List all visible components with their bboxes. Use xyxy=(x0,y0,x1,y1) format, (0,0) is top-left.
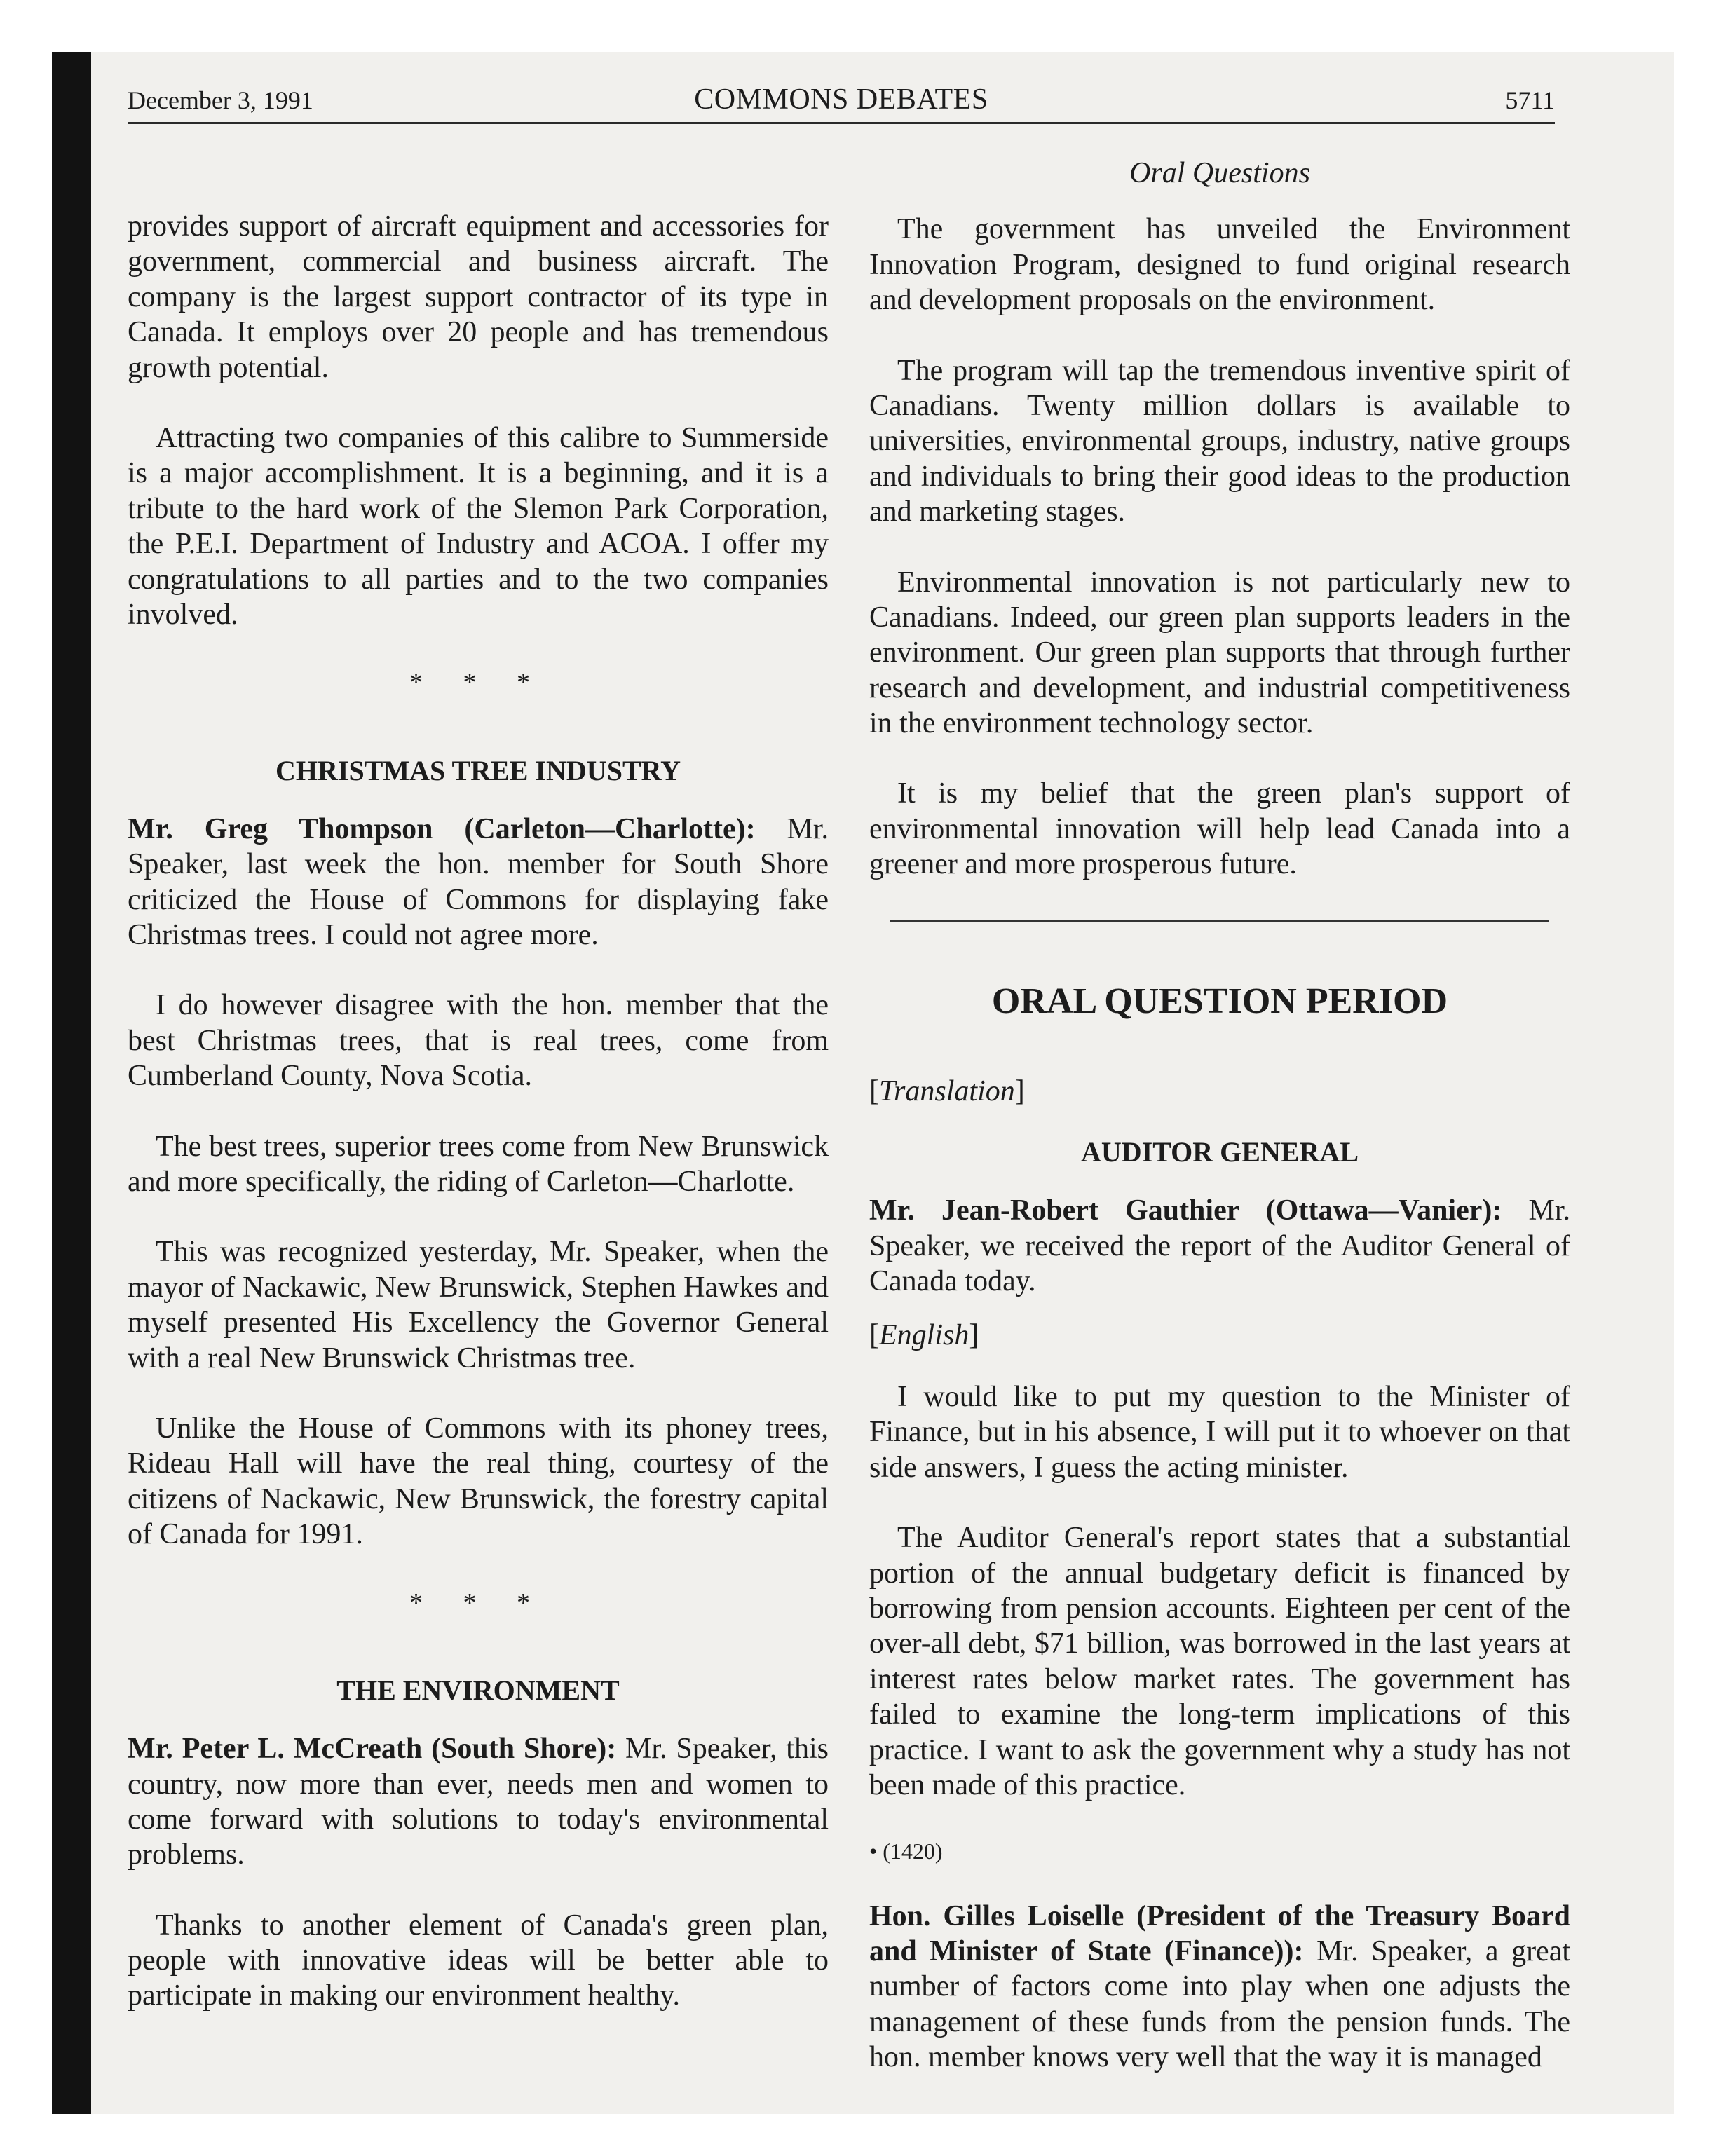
speech-paragraph xyxy=(128,1731,829,1873)
main-section-heading: ORAL QUESTION PERIOD xyxy=(991,981,1448,1021)
section-separator: * * * xyxy=(409,668,547,698)
speech-paragraph xyxy=(869,1193,1570,1299)
paragraph: This was recognized yesterday, Mr. Speaker, when the mayor of Nackawic, New Brunswick, Stephen Hawkes and myself presented His Excellency the Governor General with a real New Brunswick Christmas tree. xyxy=(128,1236,829,1374)
time-stamp: • (1420) xyxy=(869,1838,943,1864)
speaker-name: Mr. Peter L. McCreath (South Shore): xyxy=(128,1733,617,1766)
paragraph: The Auditor General's report states that a substantial portion of the annual budgetary deficit is financed by borrowing from pension accounts. Eighteen per cent of the over-all debt, $71 billion, was borrowed in the last years at interest rates below market rates. The government has failed to examine the long-term implications of this practice. I want to ask the government why a study has not been made of this practice. xyxy=(869,1522,1570,1801)
paragraph: provides support of aircraft equipment and accessories for government, commercial and business aircraft. The company is the largest support contractor of its type in Canada. It employs over 20 people and has tremendous growth potential. xyxy=(128,210,829,384)
right-column xyxy=(869,156,1570,2110)
section-heading: THE ENVIRONMENT xyxy=(336,1674,620,1707)
speech-text: Mr. Speaker, we received the report of the Auditor General of Canada today. xyxy=(869,1194,1571,1298)
header-title: COMMONS DEBATES xyxy=(694,83,988,116)
translation-tag-text: Translation xyxy=(879,1075,1015,1108)
binding-shadow xyxy=(52,52,91,2114)
paragraph: Unlike the House of Commons with its phoney trees, Rideau Hall will have the real thing, courtesy of the citizens of Nackawic, New Brunswick, the forestry capital of Canada for 1991. xyxy=(128,1412,829,1551)
paragraph: The government has unveiled the Environment Innovation Program, designed to fund original research and development proposals on the environment. xyxy=(869,213,1570,317)
paragraph: The program will tap the tremendous inventive spirit of Canadians. Twenty million dollars is available to universities, environmental groups, industry, native groups and individuals to bring their good ideas to the production and marketing stages. xyxy=(869,354,1570,528)
page-header xyxy=(128,77,1555,124)
speaker-name: Mr. Jean-Robert Gauthier (Ottawa—Vanier): xyxy=(869,1194,1502,1227)
speech-paragraph xyxy=(128,812,829,953)
speaker-name: Mr. Greg Thompson (Carleton—Charlotte): xyxy=(128,812,756,845)
speaker-name: Hon. Gilles Loiselle (President of the Treasury Board and Minister of State (Finance)): xyxy=(869,1899,1570,1968)
header-date: December 3, 1991 xyxy=(128,86,313,114)
speech-paragraph xyxy=(869,1899,1570,2075)
paragraph: I would like to put my question to the Minister of Finance, but in his absence, I will put it to whoever on that side answers, I guess the acting minister. xyxy=(869,1380,1570,1484)
section-heading: AUDITOR GENERAL xyxy=(1081,1136,1359,1168)
paragraph: Attracting two companies of this calibre to Summerside is a major accomplishment. It is a beginning, and it is a tribute to the hard work of the Slemon Park Corporation, the P.E.I. Department of Industry and ACOA. I offer my congratulations to all parties and to the two companies involved. xyxy=(128,421,829,631)
speech-text: Mr. Speaker, last week the hon. member for South Shore criticized the House of Commons for displaying fake Christmas trees. I could not agree more. xyxy=(128,812,829,952)
paragraph: The best trees, superior trees come from New Brunswick and more specifically, the riding of Carleton—Charlotte. xyxy=(128,1130,829,1199)
paragraph: It is my belief that the green plan's support of environmental innovation will help lead Canada into a greener and more prosperous future. xyxy=(869,777,1570,881)
running-head: Oral Questions xyxy=(1129,157,1310,189)
left-column xyxy=(128,209,829,2049)
translation-tag: [Translation] xyxy=(869,1075,1025,1108)
paragraph: Thanks to another element of Canada's green plan, people with innovative ideas will be better able to participate in making our environment healthy. xyxy=(128,1909,829,2012)
section-heading: CHRISTMAS TREE INDUSTRY xyxy=(275,754,681,786)
horizontal-rule xyxy=(890,920,1549,922)
section-separator: * * * xyxy=(409,1588,547,1618)
paragraph: I do however disagree with the hon. member that the best Christmas trees, that is real trees, come from Cumberland County, Nova Scotia. xyxy=(128,989,829,1093)
speech-text: Mr. Speaker, this country, now more than ever, needs men and women to come forward with solutions to today's environmental problems. xyxy=(128,1733,829,1871)
page-number: 5711 xyxy=(1505,86,1555,114)
speech-text: Mr. Speaker, a great number of factors come into play when one adjusts the management of these funds from the pension funds. The hon. member knows very well that the way it is managed xyxy=(869,1935,1571,2074)
english-tag-text: English xyxy=(879,1318,969,1351)
english-tag: [English] xyxy=(869,1318,979,1351)
paragraph: Environmental innovation is not particularly new to Canadians. Indeed, our green plan supports leaders in the environment. Our green plan supports that through further research and development, and industrial competitiveness in the environment technology sector. xyxy=(869,566,1570,740)
